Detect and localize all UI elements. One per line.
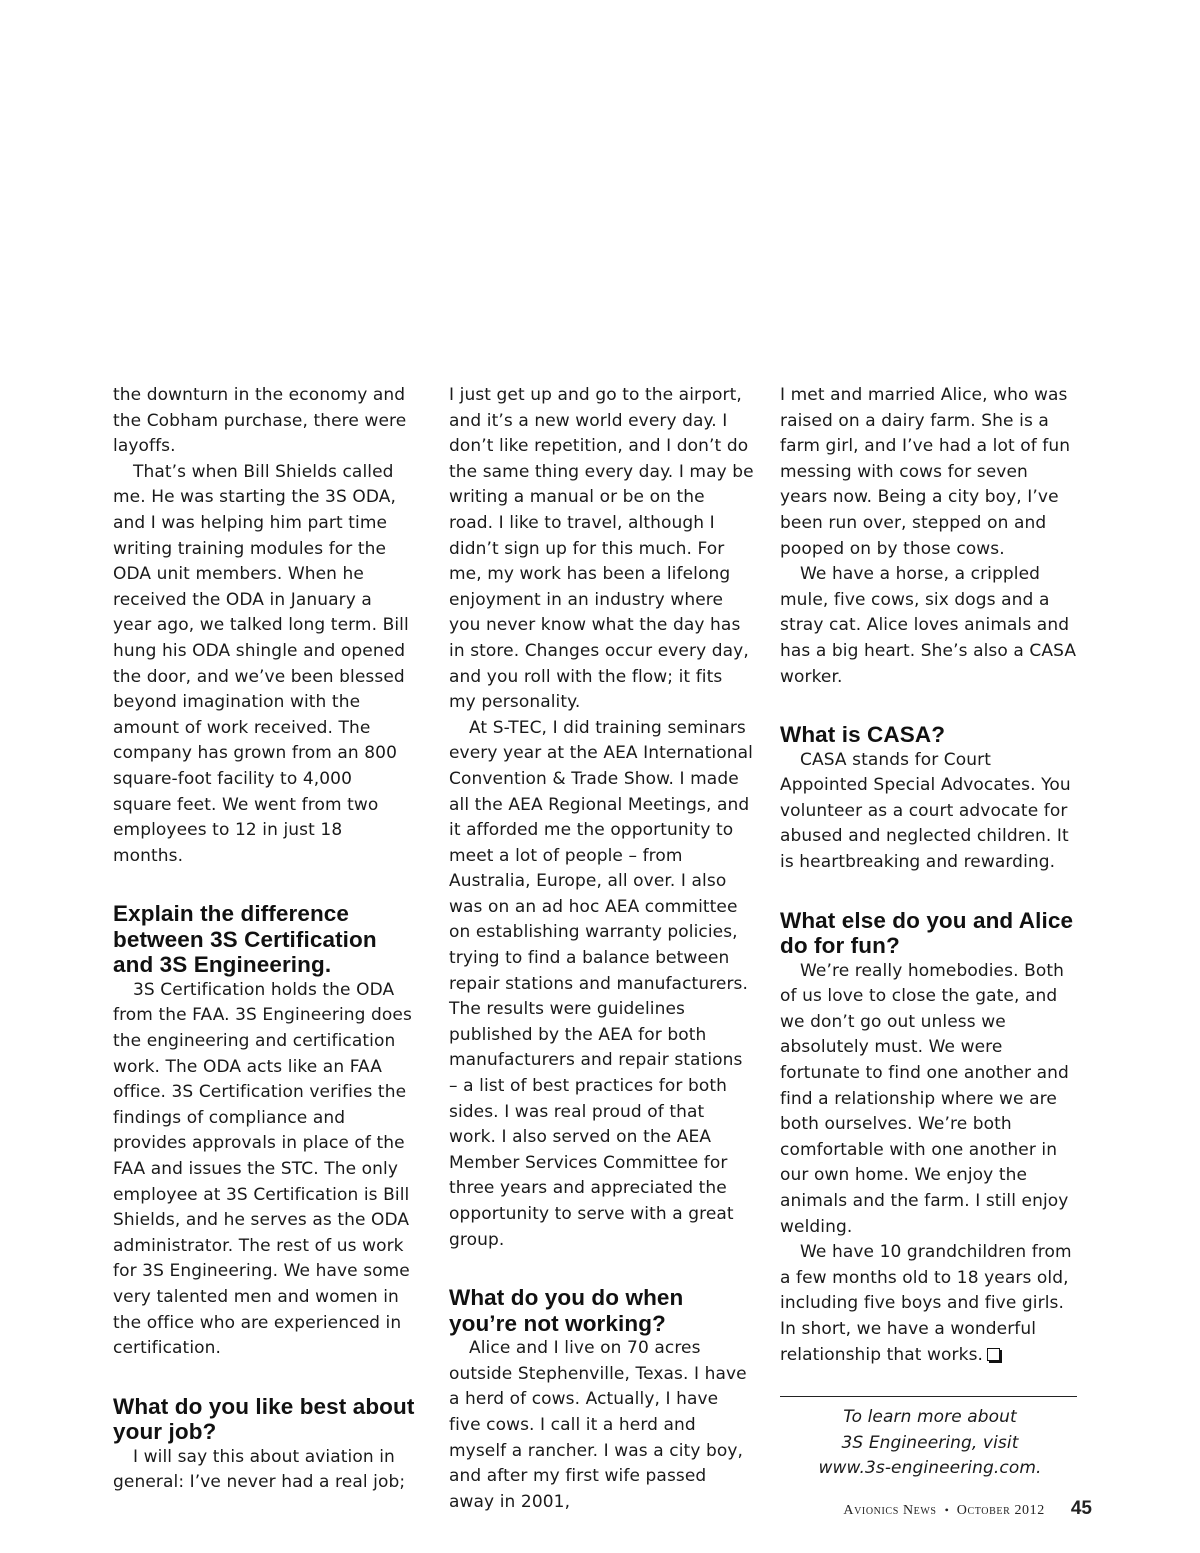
- paragraph: 3S Certification holds the ODA from the FAA. 3S Engineering does the engineering and certification work. The ODA acts like an FAA office. 3S Certification verifies the findings of compliance and provides approvals in place of the FAA and issues the STC. The only employee at 3S Certification is Bill Shields, and he serves as the ODA administrator. The rest of us work for 3S Engineering. We have some very talented men and women in the office who are experienced in certification.: [113, 979, 412, 1359]
- paragraph: At S-TEC, I did training seminars every year at the AEA International Convention & Trade Show. I made all the AEA Regional Meetings, and it afforded me the opportunity to meet a lot of people – from Australia, Europe, all over. I also was on an ad hoc AEA committee on establishing warranty policies, trying to find a balance between repair stations and manufacturers. The results were guidelines published by the AEA for both manufacturers and repair stations – a list of best practices for both sides. I was real proud of that work. I also served on the AEA Member Services Committee for three years and appreciated the opportunity to serve with a great group.: [449, 717, 753, 1250]
- subheading-difference: Explain the difference between 3S Certification and 3S Engineering.: [113, 901, 377, 978]
- issue-date: October 2012: [956, 1503, 1045, 1518]
- page-footer: [843, 1498, 1092, 1520]
- subheading-casa: What is CASA?: [780, 722, 946, 748]
- paragraph: We have a horse, a crippled mule, five cows, six dogs and a stray cat. Alice loves animals and has a big heart. She’s also a CASA worker.: [780, 564, 1077, 687]
- subheading-not-working: What do you do when you’re not working?: [449, 1285, 684, 1336]
- paragraph: CASA stands for Court Appointed Special Advocates. You volunteer as a court advocate for abused and neglected children. It is heartbreaking and rewarding.: [780, 749, 1071, 872]
- divider: [780, 1396, 1077, 1397]
- paragraph: the downturn in the economy and the Cobham purchase, there were layoffs.: [113, 385, 407, 457]
- paragraph: That’s when Bill Shields called me. He was starting the 3S ODA, and I was helping him part time writing training modules for the ODA unit members. When he received the ODA in January a year ago, we talked long term. Bill hung his ODA shingle and opened the door, and we’ve been blessed beyond imagination with the amount of work received. The company has grown from an 800 square-foot facility to 4,000 square feet. We went from two employees to 12 in just 18 months.: [113, 461, 409, 866]
- paragraph: I will say this about aviation in general: I’ve never had a real job;: [113, 1446, 406, 1493]
- paragraph: I just get up and go to the airport, and it’s a new world every day. I don’t like repetition, and I don’t do the same thing every day. I may be writing a manual or be on the road. I like to travel, although I didn’t sign up for this much. For me, my work has been a lifelong enjoyment in an industry where you never know what the day has in store. Changes occur every day, and you roll with the flow; it fits my personality.: [449, 385, 754, 713]
- more-info-note: [780, 1405, 1080, 1482]
- paragraph: We’re really homebodies. Both of us love to close the gate, and we don’t go out unless we absolutely must. We were fortunate to find one another and find a relationship where we are both ourselves. We’re both comfortable with one another in our own home. We enjoy the animals and the farm. I still enjoy welding.: [780, 960, 1069, 1237]
- paragraph-text: We have 10 grandchildren from a few months old to 18 years old, including five boys and five girls. In short, we have a wonderful relationship that works.: [780, 1242, 1072, 1365]
- subheading-fun: What else do you and Alice do for fun?: [780, 907, 1074, 959]
- paragraph-final: [780, 1240, 1080, 1368]
- website-link[interactable]: www.3s-engineering.com.: [818, 1458, 1042, 1479]
- publication-name: Avionics News: [843, 1503, 937, 1518]
- separator: •: [944, 1503, 949, 1517]
- subheading-like-best: What do you like best about your job?: [113, 1393, 415, 1445]
- column-1: [113, 383, 415, 1496]
- paragraph: Alice and I live on 70 acres outside Stephenville, Texas. I have a herd of cows. Actually, I have five cows. I call it a herd and myself a rancher. I was a city boy, and after my first wife passed away in 2001,: [449, 1338, 747, 1512]
- column-2: [449, 383, 754, 1515]
- note-line: To learn more about: [843, 1407, 1017, 1428]
- column-3: [780, 383, 1080, 1482]
- note-line: 3S Engineering, visit: [841, 1432, 1019, 1453]
- end-mark-icon: [987, 1348, 1000, 1361]
- paragraph: I met and married Alice, who was raised on a dairy farm. She is a farm girl, and I’ve had a lot of fun messing with cows for seven years now. Being a city boy, I’ve been run over, stepped on and pooped on by those cows.: [780, 385, 1071, 559]
- page-number: 45: [1070, 1498, 1092, 1519]
